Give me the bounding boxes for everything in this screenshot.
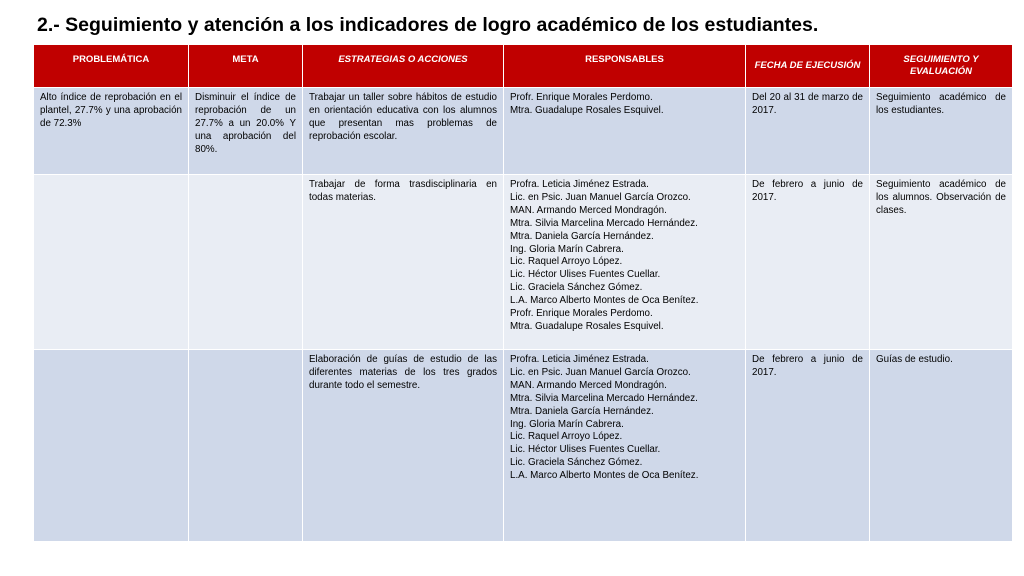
header-meta: META: [189, 45, 303, 88]
page-title: 2.- Seguimiento y atención a los indicadores de logro académico de los estudiantes.: [37, 14, 819, 36]
responsable-name: Profra. Leticia Jiménez Estrada.: [510, 179, 649, 190]
responsable-name: MAN. Armando Merced Mondragón.: [510, 204, 667, 216]
cell-meta: [189, 175, 303, 350]
indicators-table: [33, 44, 1013, 542]
responsable-name: Mtra. Daniela García Hernández.: [510, 405, 654, 417]
cell-fecha: De febrero a junio de 2017.: [746, 175, 870, 350]
responsable-name: Lic. Graciela Sánchez Gómez.: [510, 457, 643, 469]
responsable-name: Ing. Gloria Marín Cabrera.: [510, 243, 624, 255]
responsable-name: MAN. Armando Merced Mondragón.: [510, 379, 667, 391]
responsable-name: Lic. Héctor Ulises Fuentes Cuellar.: [510, 269, 661, 281]
responsable-name: Lic. Héctor Ulises Fuentes Cuellar.: [510, 444, 661, 456]
responsable-name: Profra. Leticia Jiménez Estrada.: [510, 354, 649, 365]
cell-fecha: Del 20 al 31 de marzo de 2017.: [746, 88, 870, 175]
table-row: [34, 88, 1013, 175]
responsable-name: L.A. Marco Alberto Montes de Oca Benítez.: [510, 470, 699, 482]
cell-seguimiento: Seguimiento académico de los alumnos. Observación de clases.: [870, 175, 1013, 350]
cell-estrategia: Trabajar un taller sobre hábitos de estudio en orientación educativa con los alumnos que presentan mas problemas de reprobación escolar.: [303, 88, 504, 175]
header-responsables: RESPONSABLES: [504, 45, 746, 88]
cell-meta: Disminuir el índice de reprobación de un 27.7% a un 20.0% Y una aprobación del 80%.: [189, 88, 303, 175]
header-seguimiento: SEGUIMIENTO Y EVALUACIÓN: [870, 45, 1013, 88]
cell-problematica: Alto índice de reprobación en el plantel, 27.7% y una aprobación de 72.3%: [34, 88, 189, 175]
table-row: [34, 175, 1013, 350]
responsable-name: Lic. Raquel Arroyo López.: [510, 256, 623, 268]
responsable-name: Lic. en Psic. Juan Manuel García Orozco.: [510, 366, 691, 378]
responsable-name: Mtra. Guadalupe Rosales Esquivel.: [510, 320, 664, 332]
responsable-name: Mtra. Daniela García Hernández.: [510, 230, 654, 242]
responsable-name: Profr. Enrique Morales Perdomo.: [510, 308, 653, 320]
cell-responsables: [504, 350, 746, 542]
responsable-name: Mtra. Silvia Marcelina Mercado Hernández.: [510, 392, 698, 404]
cell-responsables: [504, 88, 746, 175]
responsable-name: L.A. Marco Alberto Montes de Oca Benítez.: [510, 295, 699, 307]
responsable-name: Lic. en Psic. Juan Manuel García Orozco.: [510, 191, 691, 203]
responsable-name: Mtra. Guadalupe Rosales Esquivel.: [510, 104, 664, 116]
cell-seguimiento: Guías de estudio.: [870, 350, 1013, 542]
responsable-name: Lic. Raquel Arroyo López.: [510, 431, 623, 443]
responsable-name: Ing. Gloria Marín Cabrera.: [510, 418, 624, 430]
cell-estrategia: Trabajar de forma trasdisciplinaria en todas materias.: [303, 175, 504, 350]
cell-responsables: [504, 175, 746, 350]
cell-problematica: [34, 350, 189, 542]
cell-problematica: [34, 175, 189, 350]
header-problematica: PROBLEMÁTICA: [34, 45, 189, 88]
responsable-name: Profr. Enrique Morales Perdomo.: [510, 92, 653, 103]
responsable-name: Lic. Graciela Sánchez Gómez.: [510, 282, 643, 294]
header-estrategias: ESTRATEGIAS O ACCIONES: [303, 45, 504, 88]
header-fecha: FECHA DE EJECUSIÓN: [746, 45, 870, 88]
table-row: [34, 350, 1013, 542]
cell-estrategia: Elaboración de guías de estudio de las diferentes materias de los tres grados durante todo el semestre.: [303, 350, 504, 542]
cell-meta: [189, 350, 303, 542]
table-header-row: [34, 45, 1013, 88]
cell-fecha: De febrero a junio de 2017.: [746, 350, 870, 542]
responsable-name: Mtra. Silvia Marcelina Mercado Hernández.: [510, 217, 698, 229]
cell-seguimiento: Seguimiento académico de los estudiantes.: [870, 88, 1013, 175]
